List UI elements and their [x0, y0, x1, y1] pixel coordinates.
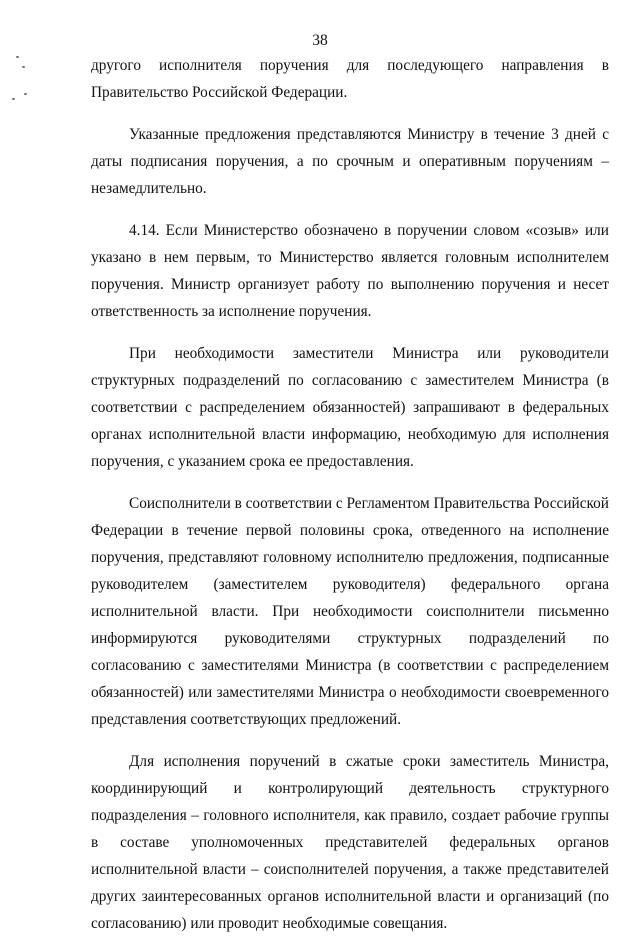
paragraph-co-executors: Соисполнители в соответствии с Регламентом Правительства Российской Федерации в течение первой половины срока, отведенного на исполнение поручения, представляют головному исполнителю предложения, подписанные руководителем (заместителем руководителя) федерального органа исполнительной власти. При необходимости соисполнители письменно информируются руководителями структурных подразделений по согласованию с заместителями Министра (в соответствии с распределением обязанностей) или заместителями Министра о необходимости своевременного представления соответствующих предложений. — [91, 495, 609, 728]
scan-speck — [16, 56, 19, 58]
scan-speck — [24, 93, 27, 95]
paragraph-working-groups: Для исполнения поручений в сжатые сроки заместитель Министра, координирующий и контролирующий деятельность структурного подразделения – головного исполнителя, как правило, создает рабочие группы в составе уполномоченных представителей федеральных органов исполнительной власти – соисполнителей поручения, а также представителей других заинтересованных органов исполнительной власти и организаций (по согласованию) или проводит необходимые совещания. — [91, 753, 609, 932]
document-body — [91, 52, 609, 937]
paragraph-continuation: другого исполнителя поручения для последующего направления в Правительство Российской Федерации. — [91, 57, 609, 101]
paragraph-proposals-deadline: Указанные предложения представляются Министру в течение 3 дней с даты подписания поручения, а по срочным и оперативным поручениям – незамедлительно. — [91, 126, 609, 197]
scan-speck — [12, 98, 15, 100]
paragraph-section-4-14: 4.14. Если Министерство обозначено в поручении словом «созыв» или указано в нем первым, то Министерство является головным исполнителем поручения. Министр организует работу по выполнению поручения и несет ответственность за исполнение поручения. — [91, 222, 609, 320]
paragraph-information-requests: При необходимости заместители Министра или руководители структурных подразделений по согласованию с заместителем Министра (в соответствии с распределением обязанностей) запрашивают в федеральных органах исполнительной власти информацию, необходимую для исполнения поручения, с указанием срока ее предоставления. — [91, 345, 609, 470]
page-number: 38 — [312, 32, 328, 49]
scan-speck — [22, 66, 25, 68]
